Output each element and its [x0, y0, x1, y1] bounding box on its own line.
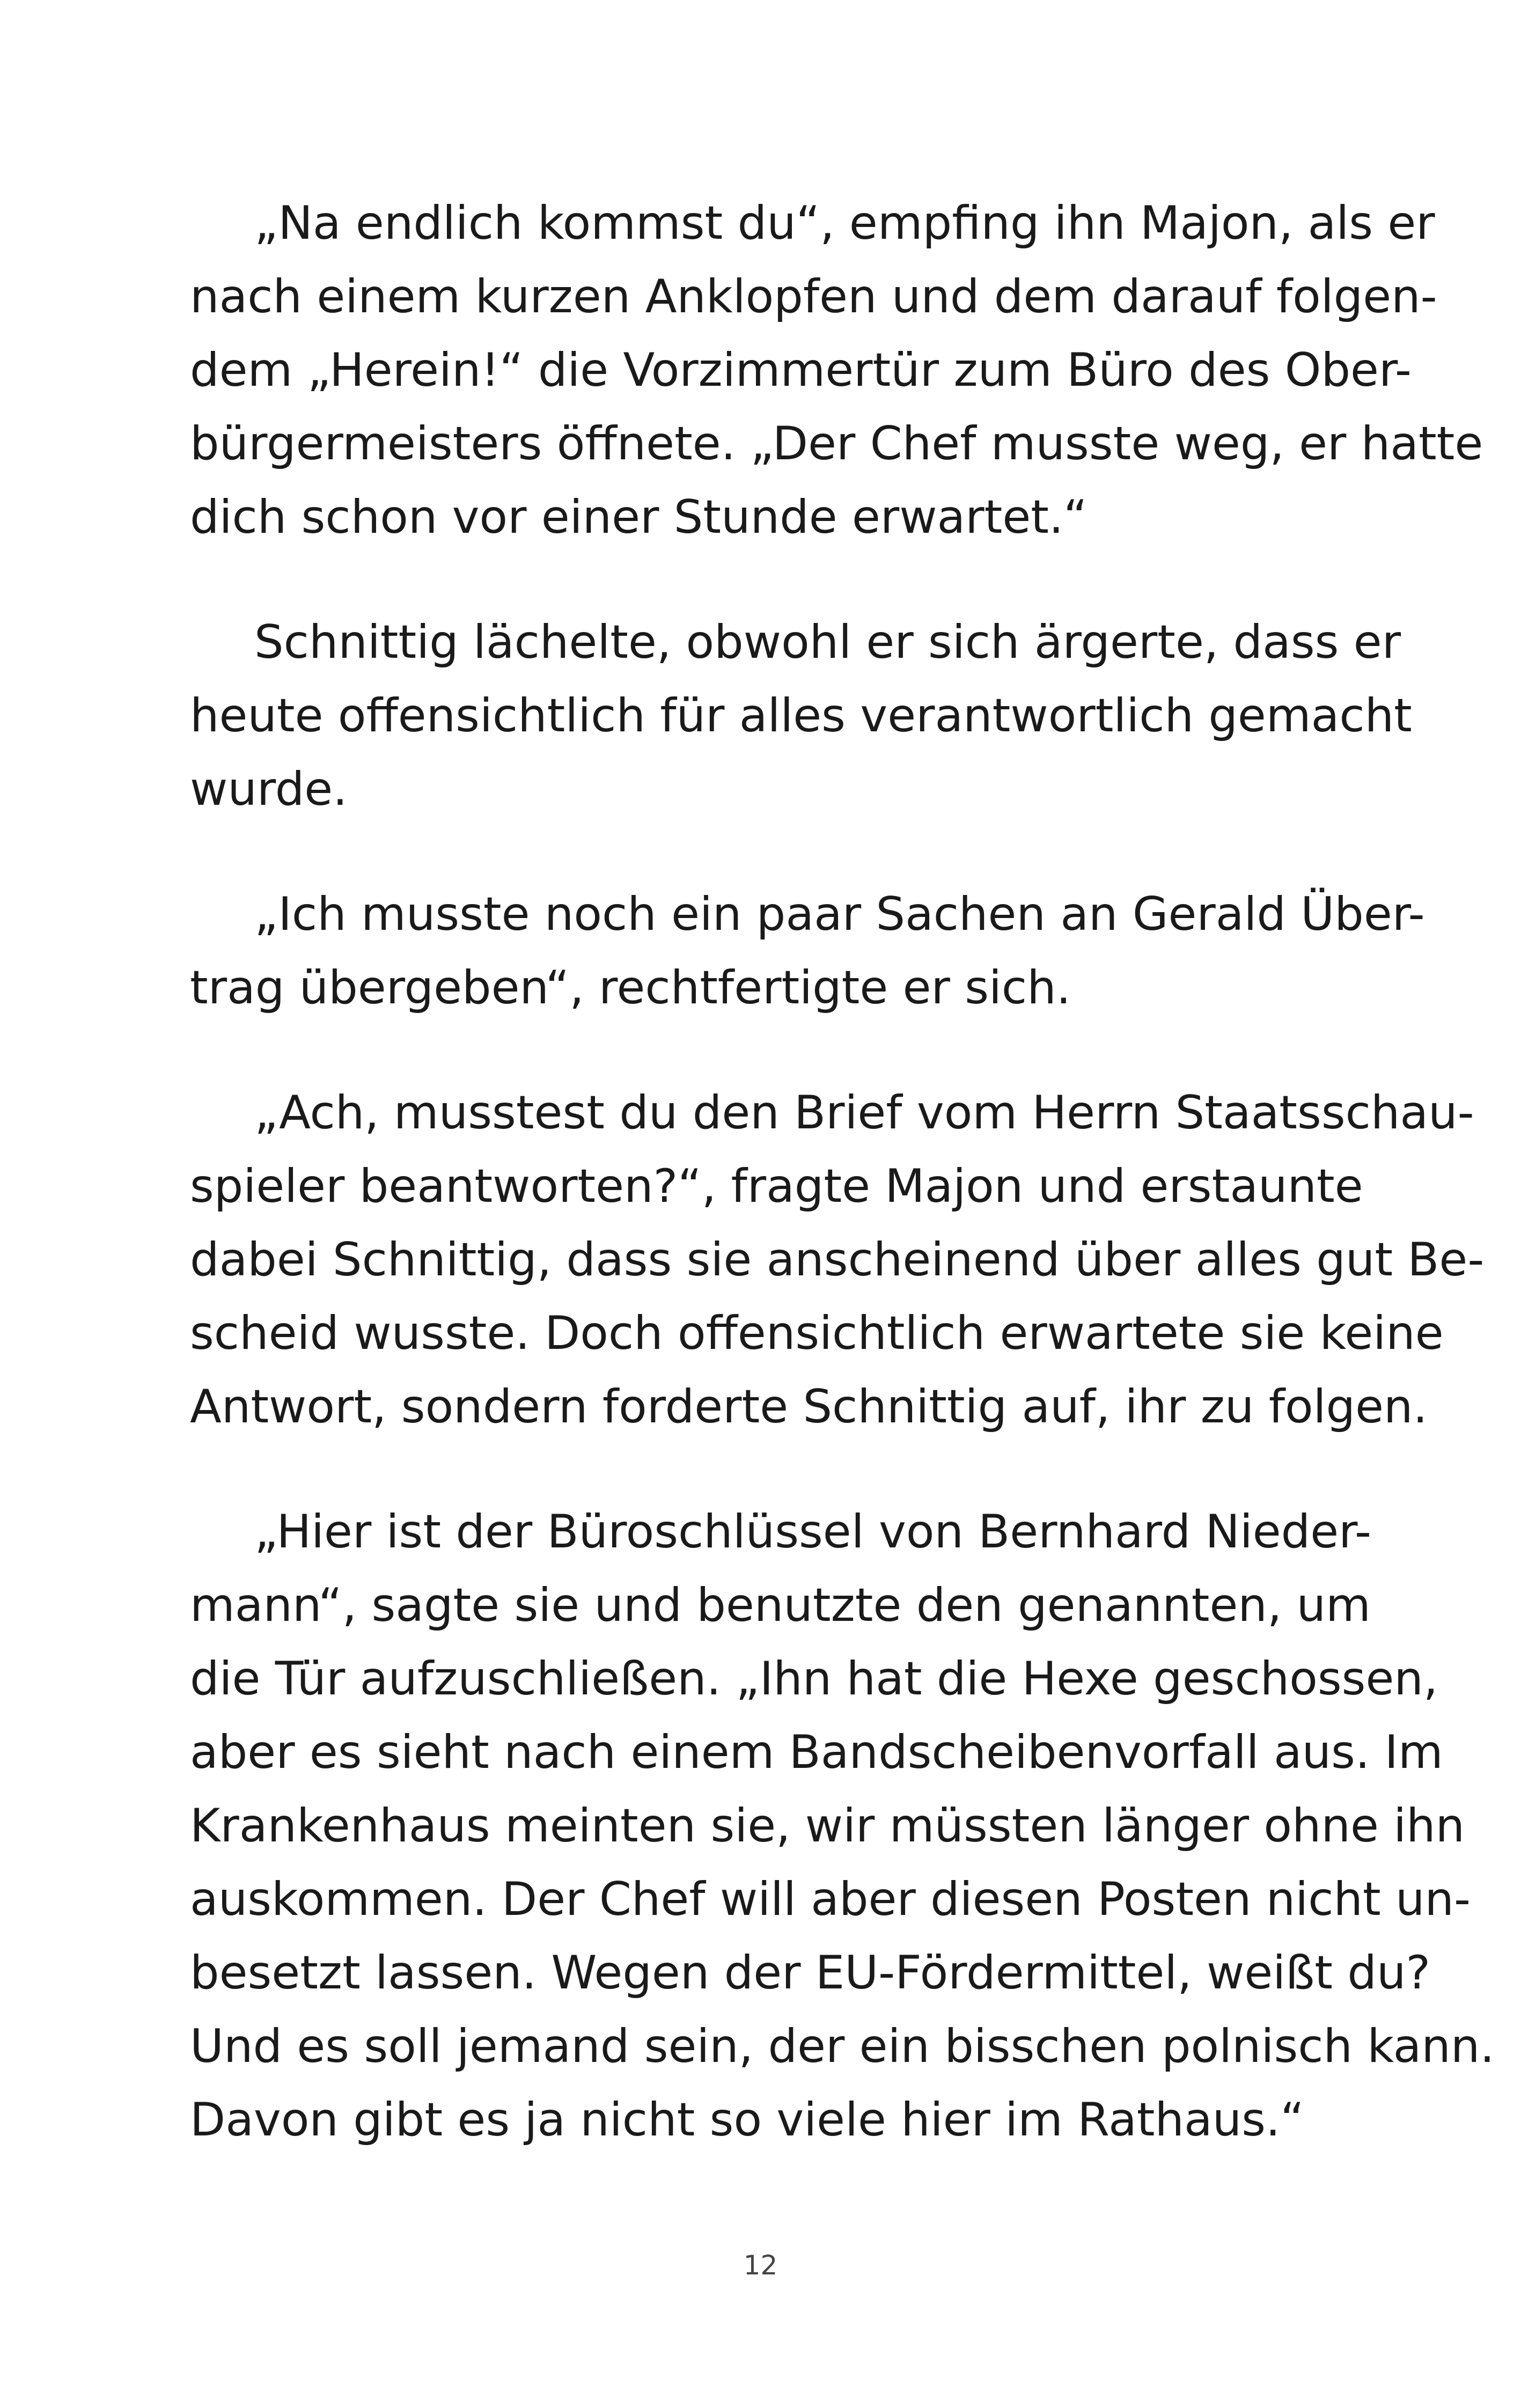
- text-line: nach einem kurzen Anklopfen und dem darauf folgen-: [190, 270, 1437, 324]
- text-line: heute offensichtlich für alles verantwortlich gemacht: [190, 689, 1412, 743]
- text-line: Davon gibt es ja nicht so viele hier im Rathaus.“: [190, 2093, 1304, 2147]
- text-line: mann“, sagte sie und benutzte den genannten, um: [190, 1579, 1371, 1632]
- text-line: trag übergeben“, rechtfertigte er sich.: [190, 961, 1071, 1015]
- text-line: Krankenhaus meinten sie, wir müssten länger ohne ihn: [190, 1799, 1465, 1853]
- paragraph-5: [190, 1495, 1495, 2157]
- paragraph-1: [190, 187, 1483, 554]
- text-line: besetzt lassen. Wegen der EU-Fördermittel, weißt du?: [190, 1946, 1431, 2000]
- text-line: dich schon vor einer Stunde erwartet.“: [190, 490, 1088, 544]
- paragraph-4: [190, 1076, 1485, 1444]
- text-line: „Ach, musstest du den Brief vom Herrn Staatsschau-: [254, 1086, 1474, 1140]
- text-line: die Tür aufzuschließen. „Ihn hat die Hexe geschossen,: [190, 1652, 1438, 1706]
- text-line: Antwort, sondern forderte Schnittig auf, ihr zu folgen.: [190, 1380, 1428, 1434]
- text-line: dabei Schnittig, dass sie anscheinend über alles gut Be-: [190, 1233, 1485, 1287]
- text-line: auskommen. Der Chef will aber diesen Posten nicht un-: [190, 1873, 1471, 1926]
- text-line: dem „Herein!“ die Vorzimmertür zum Büro des Ober-: [190, 343, 1412, 397]
- text-line: bürgermeisters öffnete. „Der Chef musste weg, er hatte: [190, 417, 1483, 471]
- text-line: aber es sieht nach einem Bandscheibenvorfall aus. Im: [190, 1726, 1443, 1779]
- text-line: Schnittig lächelte, obwohl er sich ärgerte, dass er: [254, 615, 1401, 669]
- page-body: [190, 187, 1495, 2157]
- text-line: scheid wusste. Doch offensichtlich erwartete sie keine: [190, 1306, 1444, 1360]
- text-line: wurde.: [190, 762, 348, 816]
- text-line: Und es soll jemand sein, der ein bisschen polnisch kann.: [190, 2020, 1495, 2073]
- paragraph-2: [190, 606, 1412, 826]
- text-line: „Ich musste noch ein paar Sachen an Gerald Über-: [254, 887, 1425, 941]
- text-line: spieler beantworten?“, fragte Majon und erstaunte: [190, 1159, 1363, 1213]
- paragraph-3: [190, 878, 1425, 1025]
- page-number: 12: [743, 2250, 778, 2281]
- text-line: „Hier ist der Büroschlüssel von Bernhard Nieder-: [254, 1505, 1372, 1559]
- text-line: „Na endlich kommst du“, empfing ihn Majon, als er: [254, 196, 1435, 250]
